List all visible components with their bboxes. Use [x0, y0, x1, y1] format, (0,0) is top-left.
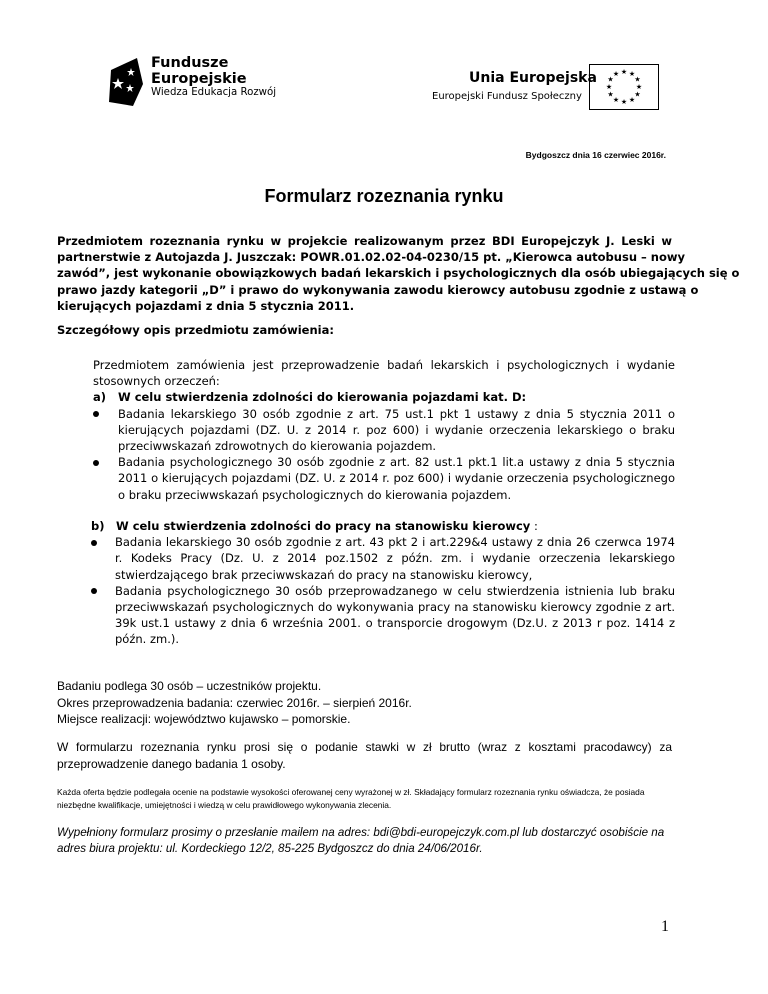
- part-b-item: Badania psychologicznego 30 osób przeprowadzanego w celu stwierdzenia istnienia lub braku przeciwwskazań psychologicznych do wykonywania pracy na stanowisku kierowcy zgodnie z art. 39k ust.1 ustawy z dnia 6 września 2001. o transporcie drogowym (Dz.U. z 2013 r poz. 1414 z późn. zm.).: [115, 583, 675, 647]
- part-b-heading: W celu stwierdzenia zdolności do pracy na stanowisku kierowcy: [116, 519, 531, 533]
- ue-logo-subtitle: Europejski Fundusz Społeczny: [432, 91, 582, 102]
- list-item: [91, 534, 675, 583]
- svg-text:★: ★: [620, 68, 628, 76]
- intro-paragraph: [57, 233, 740, 314]
- subject-block: [93, 357, 675, 503]
- svg-text:★: ★: [607, 90, 614, 99]
- svg-text:★: ★: [634, 75, 641, 84]
- eu-flag-icon: [589, 64, 659, 110]
- svg-text:★: ★: [605, 83, 613, 91]
- project-info: [57, 678, 412, 728]
- part-a-heading: W celu stwierdzenia zdolności do kierowania pojazdami kat. D:: [118, 390, 527, 405]
- participants-text: Badaniu podlega 30 osób – uczestników projektu.: [57, 679, 322, 693]
- part-b-heading-suffix: :: [530, 519, 538, 533]
- unia-europejska-logo: [432, 64, 662, 114]
- fundusze-europejskie-logo: [107, 56, 287, 112]
- svg-text:★: ★: [612, 70, 620, 78]
- part-a-marker: a): [93, 390, 107, 405]
- submission-note: Wypełniony formularz prosimy o przesłanie mailem na adres: bdi@bdi-europejczyk.com.pl lub dostarczyć osobiście na adres biura projektu: ul. Kordeckiego 12/2, 85-225 Bydgoszcz do dnia 24/06/2016r.: [57, 826, 665, 855]
- location-text: Miejsce realizacji: województwo kujawsko – pomorskie.: [57, 712, 351, 726]
- period-text: Okres przeprowadzenia badania: czerwiec 2016r. – sierpień 2016r.: [57, 695, 412, 710]
- intro-line: prawo jazdy kategorii „D” i prawo do wykonywania zawodu kierowcy autobusu zgodnie z ustawą o: [57, 282, 699, 297]
- svg-text:★: ★: [628, 70, 636, 78]
- form-request-text: W formularzu rozeznania rynku prosi się o podanie stawki w zł brutto (wraz z kosztami pracodawcy) za przeprowadzenie danego badania 1 osoby.: [57, 740, 672, 771]
- svg-text:★: ★: [635, 83, 643, 91]
- part-b-item: Badania lekarskiego 30 osób zgodnie z art. 43 pkt 2 i art.229&4 ustawy z dnia 26 czerwca 1974 r. Kodeks Pracy (Dz. U. z 2014 poz.1502 z późn. zm. i wydanie orzeczenia lekarskiego stwierdzającego brak przeciwwskazań do pracy na stanowisku kierowcy,: [115, 535, 675, 582]
- part-b-heading-row: [91, 518, 675, 534]
- part-a-heading-row: [93, 389, 675, 405]
- list-item: [93, 454, 675, 503]
- fe-logo-tagline: Wiedza Edukacja Rozwój: [151, 87, 277, 98]
- svg-text:★: ★: [620, 98, 628, 106]
- bullet-icon: [91, 583, 105, 599]
- fe-logo-name-line2: Europejskie: [151, 70, 247, 87]
- part-b-marker: b): [91, 519, 105, 533]
- fundusze-europejskie-emblem-icon: [107, 56, 145, 106]
- document-title: Formularz rozeznania rynku: [264, 186, 504, 206]
- section-heading: Szczegółowy opis przedmiotu zamówienia:: [57, 323, 334, 337]
- bullet-icon: [93, 454, 107, 470]
- svg-text:★: ★: [634, 90, 641, 99]
- list-item: [91, 583, 675, 648]
- evaluation-note: Każda oferta będzie podlegała ocenie na podstawie wysokości oferowanej ceny wyrażonej w zł. Składający formularz rozeznania rynku oświadcza, że posiada niezbędne kwalifikacje, umiejętności i wiedzą w celu prawidłowego wykonywania zlecenia.: [57, 787, 645, 810]
- part-a-item: Badania psychologicznego 30 osób zgodnie z art. 82 ust.1 pkt.1 lit.a ustawy z dnia 5 stycznia 2011 o kierujących pojazdami (DZ. U. z 2014 r. poz 600) i wydanie orzeczenia psychologicznego o braku przeciwwskazań psychologicznych do kierowania pojazdem.: [118, 455, 675, 502]
- ue-logo-title: Unia Europejska: [469, 70, 597, 86]
- svg-text:★: ★: [607, 75, 614, 84]
- svg-text:★: ★: [612, 96, 620, 104]
- intro-line: kierujących pojazdami z dnia 5 stycznia 2011.: [57, 298, 355, 313]
- intro-line: zawód”, jest wykonanie obowiązkowych badań lekarskich i psychologicznych dla osób ubiegających się o: [57, 266, 740, 281]
- part-a-item: Badania lekarskiego 30 osób zgodnie z art. 75 ust.1 pkt 1 ustawy z dnia 5 stycznia 2011 o kierujących pojazdami (DZ. U. z 2014 r. poz 600) i wydanie orzeczenia lekarskiego o braku przeciwwskazań zdrowotnych do kierowania pojazdem.: [118, 406, 675, 454]
- intro-line: partnerstwie z Autojazda J. Juszczak: POWR.01.02.02-04-0230/15 pt. „Kierowca autobusu – nowy: [57, 250, 685, 265]
- part-b-block: [91, 518, 675, 648]
- bullet-icon: [91, 534, 105, 550]
- list-item: [93, 406, 675, 455]
- svg-text:★: ★: [628, 96, 636, 104]
- fe-logo-name-line1: Fundusze: [151, 55, 229, 71]
- document-date: Bydgoszcz dnia 16 czerwiec 2016r.: [525, 150, 666, 160]
- intro-line: Przedmiotem rozeznania rynku w projekcie realizowanym przez BDI Europejczyk J. Leski w: [57, 234, 672, 248]
- page-number: 1: [661, 918, 669, 935]
- subject-intro: Przedmiotem zamówienia jest przeprowadzenie badań lekarskich i psychologicznych i wydanie stosownych orzeczeń:: [93, 358, 675, 389]
- bullet-icon: [93, 406, 107, 422]
